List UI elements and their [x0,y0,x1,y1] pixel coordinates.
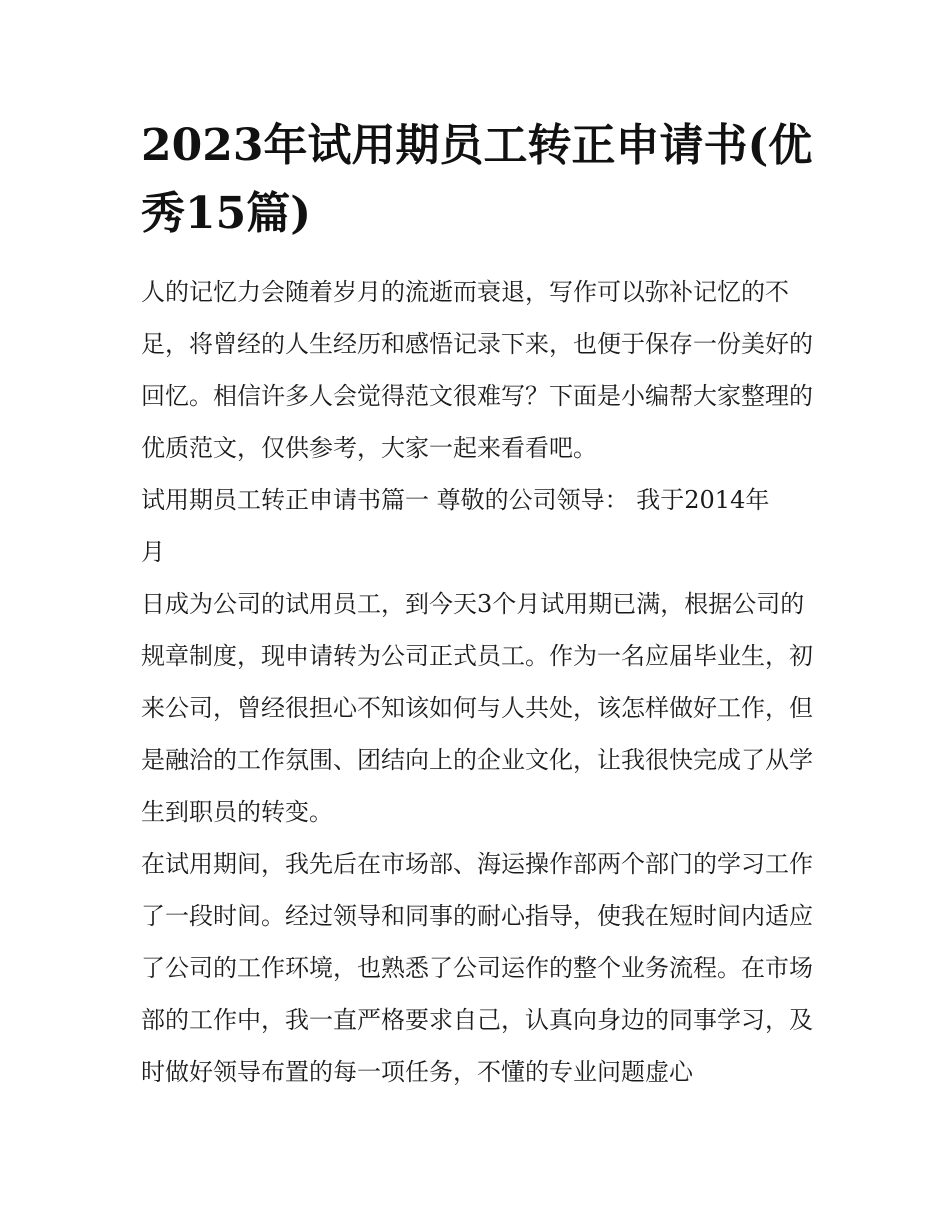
paragraph-intro: 人的记忆力会随着岁月的流逝而衰退，写作可以弥补记忆的不足，将曾经的人生经历和感悟记录下来，也便于保存一份美好的回忆。相信许多人会觉得范文很难写？下面是小编帮大家整理的优质范文，仅供参考，大家一起来看看吧。 [141,278,813,462]
paragraph-application: 日成为公司的试用员工，到今天3个月试用期已满，根据公司的规章制度，现申请转为公司正式员工。作为一名应届毕业生，初来公司，曾经很担心不知该如何与人共处，该怎样做好工作，但是融洽的工作氛围、团结向上的企业文化，让我很快完成了从学生到职员的转变。 [141,590,813,826]
document-title: 2023年试用期员工转正申请书(优秀15篇) [141,120,813,239]
paragraph-probation-work: 在试用期间，我先后在市场部、海运操作部两个部门的学习工作了一段时间。经过领导和同事的耐心指导，使我在短时间内适应了公司的工作环境，也熟悉了公司运作的整个业务流程。在市场部的工作中，我一直严格要求自己，认真向身边的同事学习，及时做好领导布置的每一项任务，不懂的专业问题虚心 [141,850,813,1086]
paragraph-salutation: 试用期员工转正申请书篇一 尊敬的公司领导： 我于2014年 月 [141,486,770,566]
document-page [141,112,813,1098]
